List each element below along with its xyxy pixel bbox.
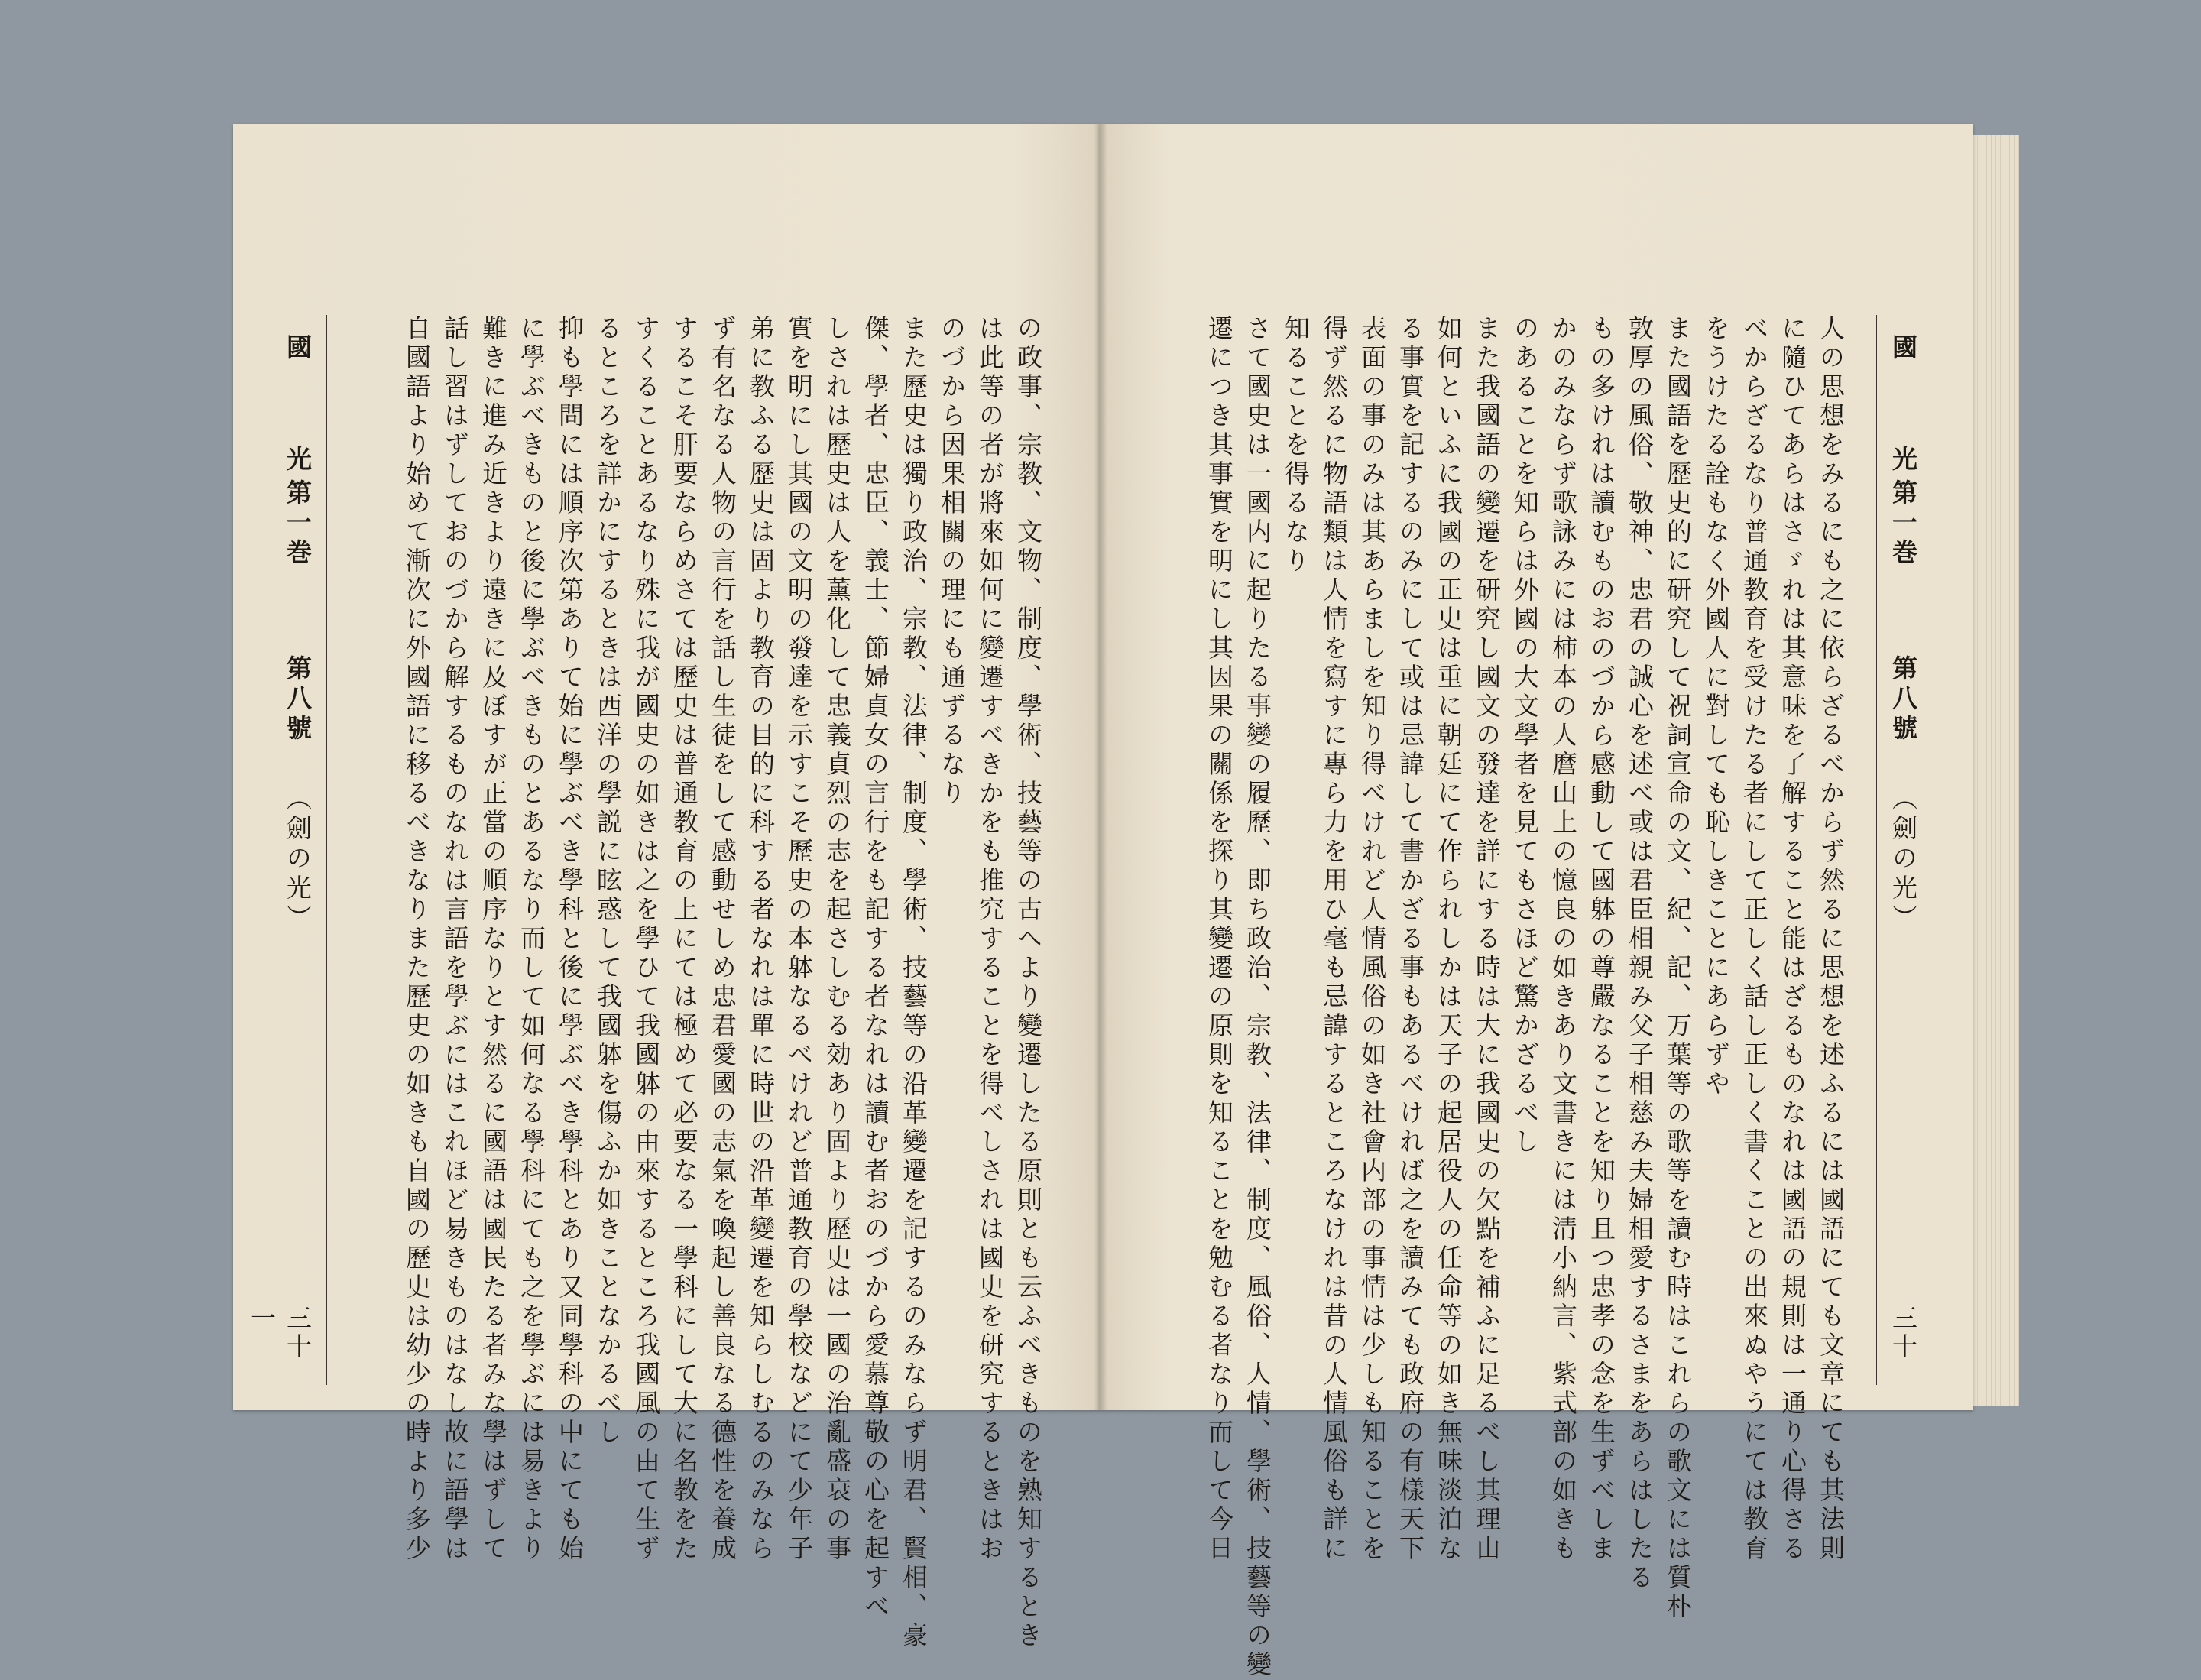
book-spread <box>233 124 2018 1680</box>
binding-gutter <box>1094 124 1107 1410</box>
header-issue: 第八號 <box>283 655 313 744</box>
page-number: 三十一 <box>247 1305 313 1361</box>
text-line: べからざるなり普通教育を受けたる者にして正しく話し正しく書くことの出來ぬやうにては教育 <box>1739 315 1769 1564</box>
right-page-header <box>1888 334 1921 1374</box>
text-line: 實を明にし其國の文明の發達を示すこそ歷史の本躰なるべけれど普通教育の學校などにて少年子 <box>784 315 814 1564</box>
header-title: 國 光 <box>283 334 313 501</box>
left-page <box>233 124 1100 1651</box>
header-title: 國 光 <box>1888 334 1918 501</box>
text-line: また國語を歷史的に研究して祝詞宣命の文、紀、記、万葉等の歌等を讀む時はこれらの歌文には質朴 <box>1663 315 1693 1622</box>
header-volume: 第一巻 <box>283 479 313 569</box>
text-line: 表面の事のみは其あらましを知り得べけれど人情風俗の如き社會内部の事情は少しも知ることを <box>1357 315 1387 1564</box>
text-line: 抑も學問には順序次第ありて始に學ぶべき學科と後に學ぶべき學科とあり又同學科の中にても始 <box>555 315 585 1564</box>
text-line: 難きに進み近きより遠きに及ぼすが正當の順序なりとす然るに國語は國民たる者みな學はずして <box>478 315 508 1564</box>
left-page-text <box>336 315 1047 1651</box>
text-line: に隨ひてあらはさゞれは其意味を了解すること能はざるものなれは國語の規則は一通り心得さる <box>1778 315 1807 1564</box>
text-line: の政事、宗教、文物、制度、學術、技藝等の古へより變遷したる原則とも云ふべきものを熟知するとき <box>1013 315 1043 1651</box>
text-line: のづから因果相關の理にも通ずるなり <box>937 315 967 809</box>
right-page-rule <box>1876 315 1877 1385</box>
header-issue: 第八號 <box>1888 655 1918 744</box>
header-volume: 第一巻 <box>1888 479 1918 569</box>
right-page <box>1100 124 1973 1680</box>
text-line: 話し習はずしておのづから解するものなれは言語を學ぶにはこれほど易きものはなし故に語學は <box>440 315 470 1564</box>
text-line: また我國語の變遷を研究し國文の發達を詳にする時は大に我國史の欠點を補ふに足るべし其理由 <box>1472 315 1502 1564</box>
text-line: すくることあるなり殊に我が國史の如きは之を學ひて我國躰の由來するところ我國風の由て生ず <box>631 315 661 1564</box>
text-line: 遷につき其事實を明にし其因果の關係を探り其變遷の原則を知ることを勉むる者なり而して今日 <box>1204 315 1234 1564</box>
header-subtitle: （劍の光） <box>283 785 313 934</box>
text-line: 敦厚の風俗、敬神、忠君の誠心を述べ或は君臣相親み父子相慈み夫婦相愛するさまをあらはしたる <box>1625 315 1655 1593</box>
text-line: 自國語より始めて漸次に外國語に移るべきなりまた歷史の如きも自國の歷史は幼少の時より多少 <box>402 315 432 1564</box>
header-subtitle: （劍の光） <box>1888 785 1918 934</box>
text-line: しされは歷史は人を薰化して忠義貞烈の志を起さしむる効あり固より歷史は一國の治亂盛衰の事 <box>822 315 852 1564</box>
text-line: る事實を記するのみにして或は忌諱して書かざる事もあるべければ之を讀みても政府の有樣天下 <box>1395 315 1425 1564</box>
left-page-rule <box>326 315 327 1385</box>
text-line: かのみならず歌詠みには柿本の人麿山上の憶良の如きあり文書きには清小納言、紫式部の如きも <box>1548 315 1578 1564</box>
text-line: をうけたる詮もなく外國人に對しても恥しきことにあらずや <box>1701 315 1731 1099</box>
text-line: のあることを知らは外國の大文學者を見てもさほど驚かざるべし <box>1510 315 1540 1157</box>
text-line: さて國史は一國内に起りたる事變の履歷、即ち政治、宗教、法律、制度、風俗、人情、學術、技藝等の變 <box>1243 315 1272 1680</box>
text-line: 知ることを得るなり <box>1281 315 1311 576</box>
text-line: るところを詳かにするときは西洋の學説に眩惑して我國躰を傷ふか如きことなかるべし <box>593 315 623 1448</box>
text-line: ず有名なる人物の言行を話し生徒をして感動せしめ忠君愛國の志氣を喚起し善良なる德性を養成 <box>708 315 737 1564</box>
right-page-text <box>1143 315 1849 1680</box>
left-page-header <box>247 334 316 1374</box>
text-line: 如何といふに我國の正史は重に朝廷にて作られしかは天子の起居役人の任命等の如き無味淡泊な <box>1434 315 1464 1564</box>
text-line: 弟に教ふる歷史は固より教育の目的に科する者なれは單に時世の沿革變遷を知らしむるのみなら <box>746 315 776 1564</box>
text-line: 人の思想をみるにも之に依らざるべからず然るに思想を述ふるには國語にても文章にても其法則 <box>1816 315 1846 1564</box>
text-line: もの多けれは讀むものおのづから感動して國躰の尊嚴なることを知り且つ忠孝の念を生ずべしま <box>1587 315 1616 1564</box>
text-line: また歷史は獨り政治、宗教、法律、制度、學術、技藝等の沿革變遷を記するのみならず明君、賢相、豪 <box>899 315 929 1651</box>
text-line: 得ず然るに物語類は人情を寫すに專ら力を用ひ毫も忌諱するところなけれは昔の人情風俗も詳に <box>1319 315 1349 1564</box>
text-line: 傑、學者、忠臣、義士、節婦貞女の言行をも記する者なれは讀む者おのづから愛慕尊敬の心を起すべ <box>861 315 890 1622</box>
page-number: 三十 <box>1888 1305 1918 1361</box>
text-line: は此等の者が將來如何に變遷すべきかをも推究することを得べしされは國史を研究するときはお <box>975 315 1005 1564</box>
text-line: するこそ肝要ならめさては歷史は普通教育の上にては極めて必要なる一學科にして大に名教をた <box>669 315 699 1564</box>
text-line: に學ぶべきものと後に學ぶべきものとあるなり而して如何なる學科にても之を學ぶには易きより <box>517 315 546 1564</box>
page-stack-edge <box>1973 135 2019 1406</box>
